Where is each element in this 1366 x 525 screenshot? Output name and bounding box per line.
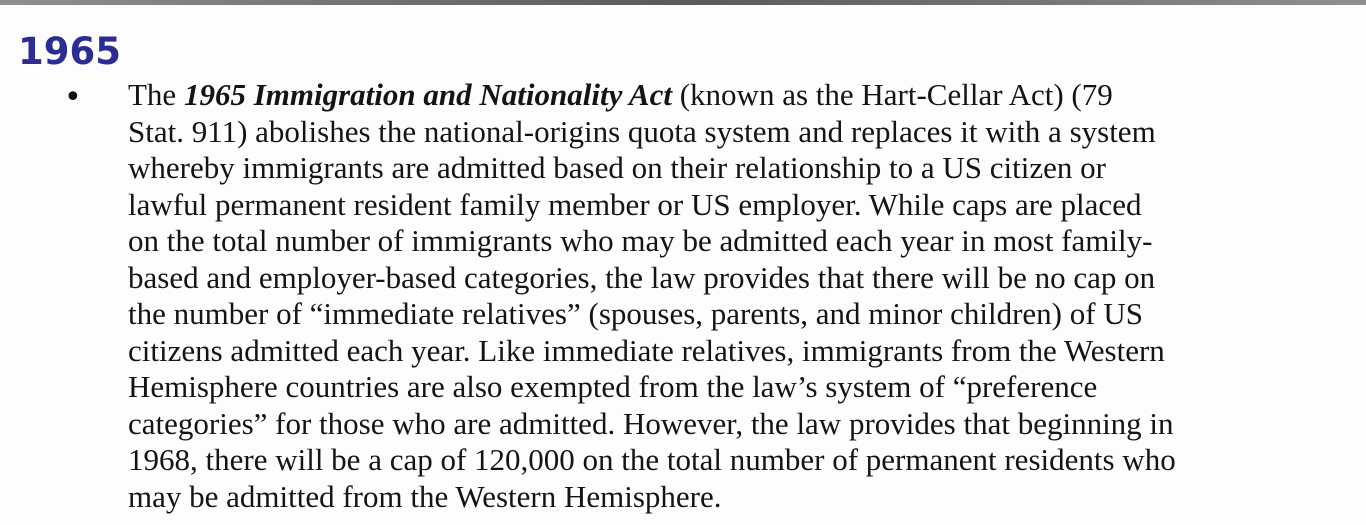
- paragraph-line-11: 1968, there will be a cap of 120,000 on the total number of permanent residents who: [128, 442, 1176, 477]
- act-name: 1965 Immigration and Nationality Act: [183, 77, 672, 112]
- act-description-paragraph: [128, 77, 1353, 515]
- paragraph-line-8: citizens admitted each year. Like immediate relatives, immigrants from the Western: [128, 332, 1165, 368]
- paragraph-line-1: [128, 77, 1353, 114]
- paragraph-line-6: based and employer-based categories, the law provides that there will be no cap on: [128, 259, 1156, 295]
- paragraph-line-7: the number of “immediate relatives” (spouses, parents, and minor children) of US: [128, 296, 1143, 331]
- act-aka-text: (known as the Hart-Cellar Act) (79: [671, 77, 1113, 112]
- paragraph-line-2: Stat. 911) abolishes the national-origins quota system and replaces it with a system: [128, 113, 1156, 149]
- bullet-point: •: [64, 80, 82, 115]
- year-heading: 1965: [18, 30, 121, 73]
- intro-text: The: [128, 77, 184, 112]
- paragraph-line-10: categories” for those who are admitted. However, the law provides that beginning in: [128, 405, 1174, 441]
- paragraph-line-5: on the total number of immigrants who may be admitted each year in most family-: [128, 223, 1153, 258]
- paragraph-line-3: whereby immigrants are admitted based on their relationship to a US citizen or: [128, 150, 1106, 185]
- paragraph-line-9: Hemisphere countries are also exempted from the law’s system of “preference: [128, 369, 1098, 404]
- top-edge-bar: [0, 0, 1366, 5]
- paragraph-line-12: may be admitted from the Western Hemisphere.: [128, 478, 722, 514]
- paragraph-line-4: lawful permanent resident family member or US employer. While caps are placed: [128, 186, 1142, 222]
